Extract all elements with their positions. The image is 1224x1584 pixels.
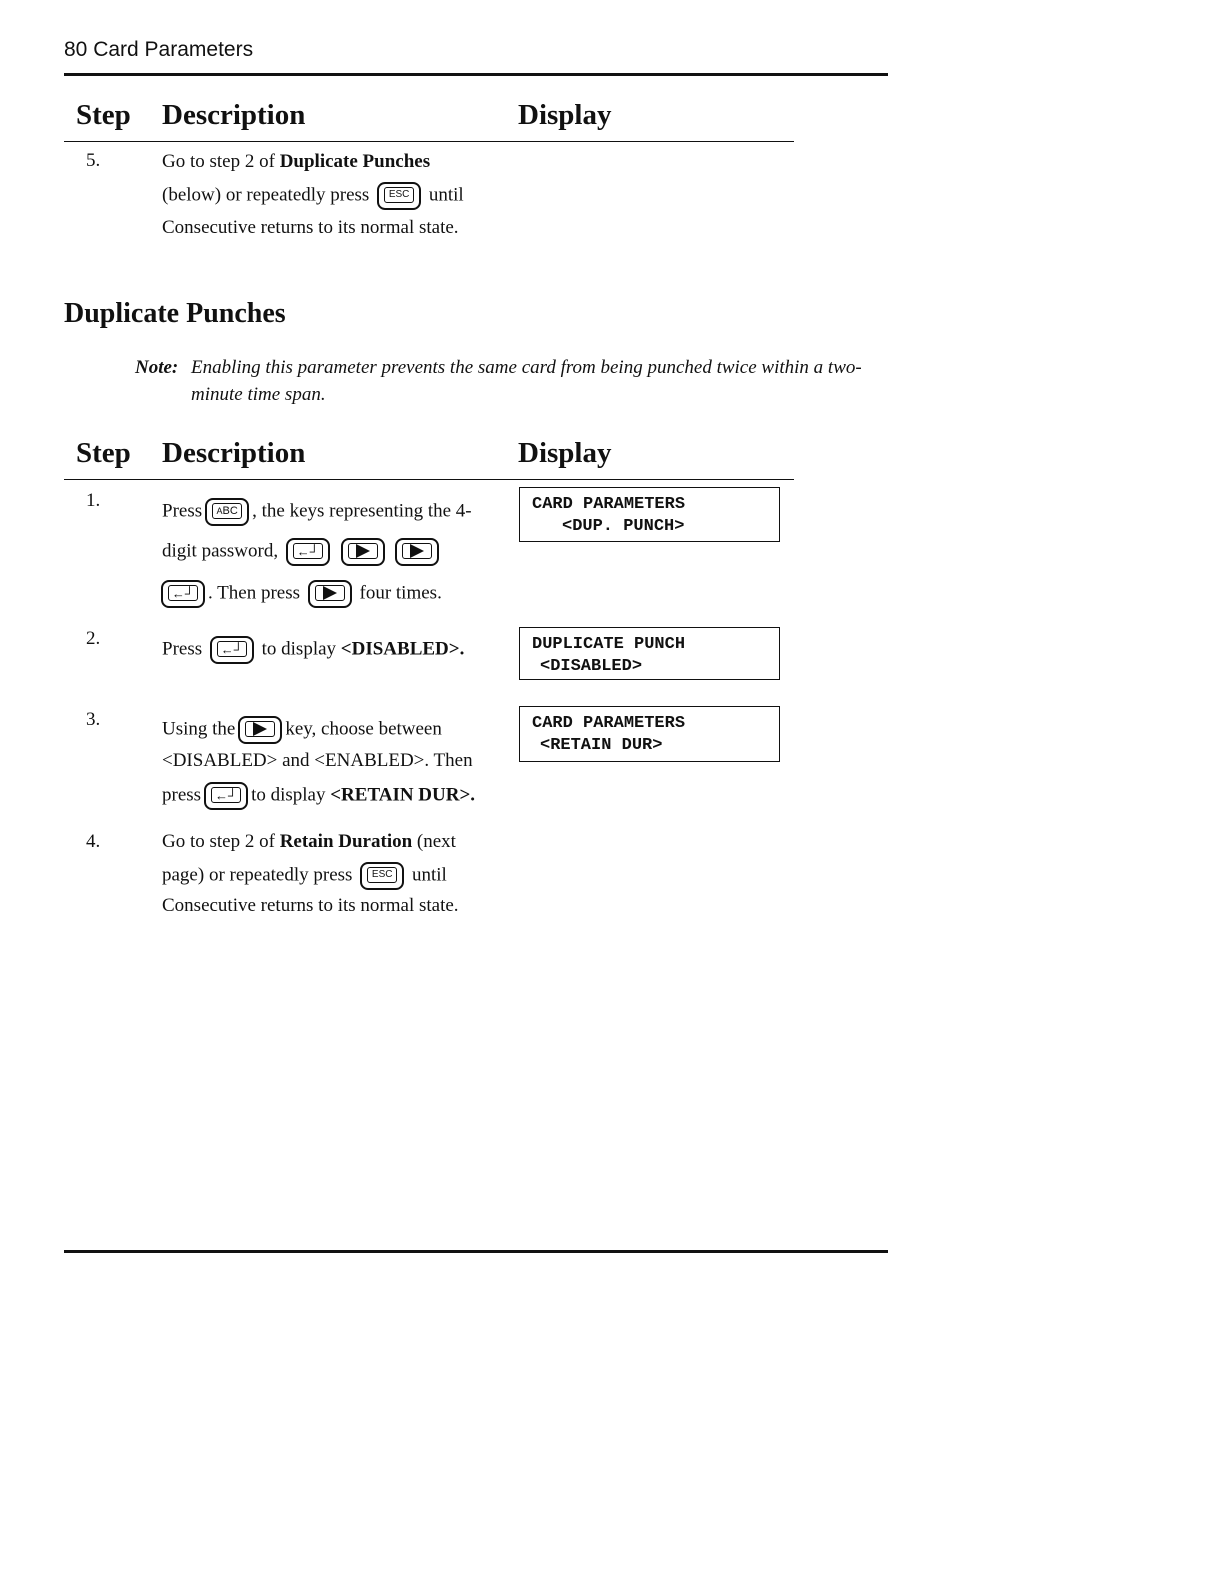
text-run: until [411,864,447,886]
step-description-line [162,830,456,854]
enter-key-icon [210,636,254,664]
step-description-line [162,538,442,566]
step-number: 3. [86,709,101,730]
esc-key-icon [360,862,404,890]
enter-key-label: ←┘ [217,641,247,657]
section-name: Card Parameters [93,38,254,61]
text-run: page) or repeatedly press [162,864,353,886]
step-description-line [162,498,472,526]
right-arrow-key-icon [341,538,385,566]
triangle-right-icon [410,544,424,558]
footer-rule [64,1250,888,1253]
note-row [135,355,895,408]
lcd-line-2: <DISABLED> [540,657,643,676]
step-description-line [158,580,442,608]
step-description-line: Consecutive returns to its normal state. [162,895,459,916]
text-run: Go to step 2 of [162,831,280,852]
table-header-rule [64,479,794,480]
enter-key-icon [204,782,248,810]
col-header-display: Display [518,437,612,469]
text-run: until [428,184,464,206]
step-description-line [162,150,430,174]
right-arrow-key-icon [395,538,439,566]
link-text-retain-duration: Retain Duration [279,831,413,852]
step-number: 4. [86,831,101,852]
step-number: 2. [86,628,101,649]
esc-key-label: ESC [367,867,397,883]
lcd-line-2: <RETAIN DUR> [540,736,663,755]
lcd-display [519,487,780,542]
col-header-step: Step [76,99,131,131]
enter-key-label: ←┘ [168,585,198,601]
step-description-line [162,862,447,890]
right-arrow-key-icon [308,580,352,608]
triangle-right-icon [253,722,267,736]
right-arrow-glyph [245,721,275,737]
text-run: press [162,784,202,806]
step-number: 1. [86,490,101,511]
esc-key-label: ESC [384,187,414,203]
enter-key-icon [161,580,205,608]
running-head [64,38,253,62]
col-header-step: Step [76,437,131,469]
text-run: (below) or repeatedly press [162,184,370,206]
lcd-line-2: <DUP. PUNCH> [562,517,685,536]
note-text: Enabling this parameter prevents the same card from being punched twice within a two-minute time span. [191,357,862,405]
lcd-display [519,627,780,680]
step-number: 5. [86,150,101,171]
col-header-description: Description [162,437,306,469]
enter-key-label: ←┘ [293,543,323,559]
lcd-line-1: CARD PARAMETERS [532,495,686,514]
lcd-line-1: DUPLICATE PUNCH [532,635,686,654]
header-rule [64,73,888,76]
enter-key-label: ←┘ [211,787,241,803]
step-description-line: <DISABLED> and <ENABLED>. Then [162,750,473,771]
text-run: Using the [162,718,236,740]
link-text-duplicate-punches: Duplicate Punches [279,151,431,172]
table-header-rule [64,141,794,142]
step-description-line [162,716,442,744]
step-description-line [162,782,475,810]
text-run: , the keys representing the 4- [252,500,472,522]
enter-key-icon [286,538,330,566]
abc-key-b: B [222,504,230,517]
abc-key-icon [205,498,249,526]
text-run: (next [412,831,456,852]
value-text: <DISABLED>. [340,638,465,660]
col-header-display: Display [518,99,612,131]
abc-key-c: C [229,504,238,517]
right-arrow-glyph [315,585,345,601]
text-run: key, choose between [285,718,442,740]
text-run: to display [261,638,341,660]
text-run: digit password, [162,540,279,562]
lcd-line-1: CARD PARAMETERS [532,714,686,733]
text-run: Go to step 2 of [162,151,280,172]
text-run: . Then press [208,582,300,604]
text-run: Press [162,500,203,522]
note [135,355,895,408]
right-arrow-key-icon [238,716,282,744]
abc-key-a: A [216,505,223,516]
text-run: Press [162,638,203,660]
step-description-line: Consecutive returns to its normal state. [162,217,459,238]
value-text: <RETAIN DUR>. [330,784,476,806]
page-number: 80 [64,38,88,61]
section-title: Duplicate Punches [64,298,286,329]
esc-key-icon [377,182,421,210]
col-header-description: Description [162,99,306,131]
step-description-line [162,182,464,210]
text-run: to display [251,784,331,806]
abc-key-label [212,503,242,519]
right-arrow-glyph [348,543,378,559]
note-label: Note: [135,357,179,378]
right-arrow-glyph [402,543,432,559]
lcd-display [519,706,780,762]
triangle-right-icon [323,586,337,600]
text-run: four times. [359,582,442,604]
step-description-line [162,636,464,664]
triangle-right-icon [356,544,370,558]
